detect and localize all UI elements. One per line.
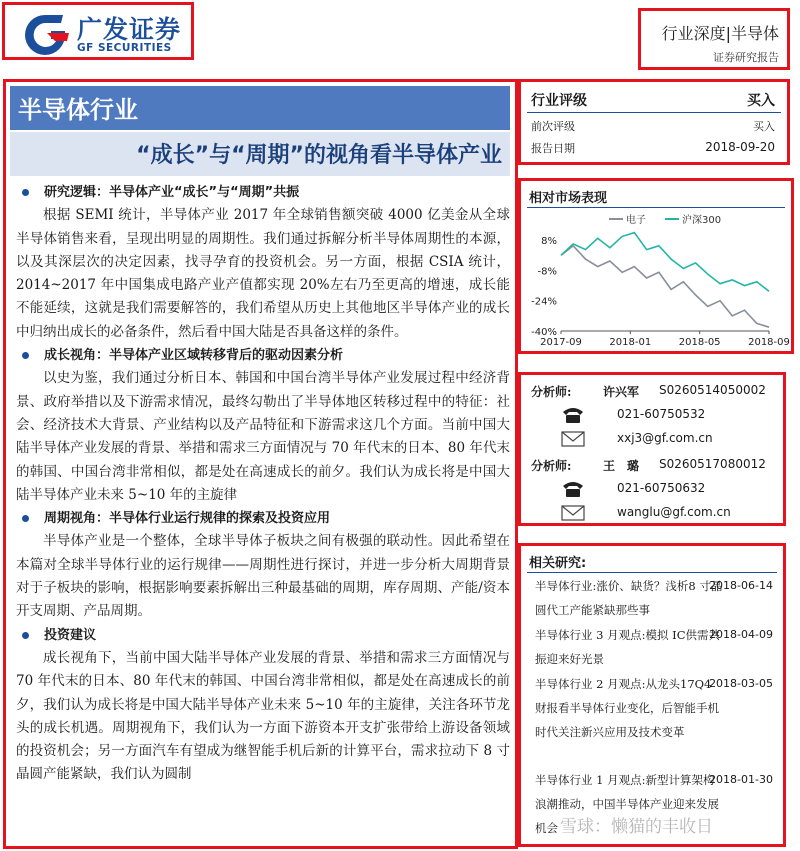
analyst-2-row	[531, 455, 777, 477]
brand-name-en: GF SECURITIES	[77, 42, 172, 54]
watermark: 雪球：懒猫的丰收日	[560, 817, 713, 837]
x-tick-label: 2018-01	[609, 337, 652, 348]
market-chart	[521, 181, 791, 351]
brand-name-cn: 广发证券	[77, 15, 182, 44]
market-title: 相对市场表现	[529, 191, 608, 206]
series-line-沪深300	[561, 233, 769, 292]
related-date: 2018-04-09	[709, 628, 773, 641]
related-date: 2018-01-30	[709, 773, 773, 786]
section-text: 成长视角下，当前中国大陆半导体产业发展的背景、举措和需求三方面情况与 70 年代末的日本、80 年代末的韩国、中国台湾非常相似，都是处在高速成长的前夕，我们认为成长将是中国大陆半导体产业未来 5~10 年的主旋律，关注各环节龙头的成长机遇。周期视角下，我们认为一方面下游资本开支扩张带给上游设备领域的投资机会；另一方面汽车有望成为继智能手机后新的计算平台，需求拉动下 8 寸晶圆产能紧缺，我们认为圆制	[16, 649, 510, 783]
analyst-phone: 021-60750532	[617, 407, 706, 421]
y-tick-label: -8%	[537, 266, 557, 278]
y-tick-label: -40%	[531, 327, 557, 338]
market-performance-panel	[518, 178, 794, 354]
analyst-1-row	[531, 381, 777, 403]
analyst-code: S0260517080012	[659, 457, 766, 471]
divider	[527, 572, 777, 573]
analyst-email[interactable]: xxj3@gf.com.cn	[617, 431, 713, 445]
section-heading: 投资建议	[16, 624, 510, 647]
title-bar	[10, 132, 510, 176]
report-title: “成长”与“周期”的视角看半导体产业	[136, 143, 502, 168]
section-heading: 周期视角：半导体行业运行规律的探索及投资应用	[16, 507, 510, 530]
analyst-email[interactable]: wanglu@gf.com.cn	[617, 505, 731, 519]
analyst-2-phone-row	[531, 479, 777, 501]
related-research-panel	[518, 543, 786, 847]
section-text: 半导体产业是一个整体，全球半导体子板块之间有极强的联动性。因此希望在本篇对全球半导体行业的运行规律——周期性进行探讨，并进一步分析大周期背景对于子板块的影响，根据影响要素拆解出三种最基础的周期，库存周期、产能/资本开支周期、产品周期。	[16, 533, 510, 620]
x-tick-label: 2018-09	[748, 337, 790, 348]
gf-logo-icon	[17, 11, 73, 59]
industry-band	[10, 86, 510, 130]
related-date: 2018-06-14	[709, 579, 773, 592]
report-date-label: 报告日期	[531, 142, 575, 155]
y-tick-label: -24%	[531, 296, 557, 308]
related-item[interactable]: 半导体行业:涨价、缺货？浅析8 寸晶圆代工产能紧缺那些事	[535, 579, 723, 617]
analyst-1-phone-row	[531, 405, 777, 427]
analyst-name: 王 璐	[603, 459, 640, 473]
analyst-label: 分析师:	[531, 459, 572, 473]
report-date-row	[531, 140, 775, 156]
report-main	[3, 79, 518, 849]
analyst-name: 许兴军	[603, 385, 640, 399]
rating-header	[527, 86, 781, 113]
phone-icon	[561, 480, 585, 498]
brand-logo	[2, 2, 194, 60]
email-icon	[561, 430, 585, 448]
analysts-panel	[518, 372, 786, 526]
x-tick-label: 2017-09	[540, 337, 582, 348]
previous-rating-value: 买入	[753, 120, 775, 133]
email-icon	[561, 504, 585, 522]
series-line-电子	[561, 246, 769, 327]
report-category-header	[638, 8, 790, 70]
x-tick-label: 2018-05	[678, 337, 721, 348]
report-date-value: 2018-09-20	[705, 140, 775, 154]
rating-value: 买入	[747, 93, 775, 109]
report-category: 行业深度|半导体	[661, 24, 779, 43]
rating-label: 行业评级	[531, 93, 587, 109]
analyst-code: S0260514050002	[659, 383, 766, 397]
analyst-1-email-row	[531, 429, 777, 451]
section-text: 以史为鉴，我们通过分析日本、韩国和中国台湾半导体产业发展过程中经济背景、政府举措以及下游需求情况，最终勾勒出了半导体地区转移过程中的特征：社会、经济技术大背景、产业结构以及产品特征和下游需求这几个方面。当前中国大陆半导体产业发展的背景、举措和需求三方面情况与 70 年代末的日本、80 年代末的韩国、中国台湾非常相似，都是处在高速成长的前夕。我们认为成长将是中国大陆半导体产业未来 5~10 年的主旋律	[16, 370, 510, 503]
analyst-phone: 021-60750632	[617, 481, 706, 495]
related-item[interactable]: 半导体行业 1 月观点:新型计算架构浪潮推动，中国半导体产业迎来发展机会	[535, 773, 719, 835]
industry-rating-panel	[518, 79, 790, 165]
section-heading: 成长视角：半导体产业区域转移背后的驱动因素分析	[16, 344, 510, 367]
legend-label: 电子	[626, 215, 646, 226]
y-tick-label: 8%	[541, 236, 557, 248]
industry-title: 半导体行业	[18, 96, 138, 124]
section-heading: 研究逻辑：半导体产业“成长”与“周期”共振	[16, 181, 510, 204]
legend-label: 沪深300	[682, 215, 722, 226]
previous-rating-label: 前次评级	[531, 120, 575, 133]
phone-icon	[561, 406, 585, 424]
related-item[interactable]: 半导体行业 3 月观点:模拟 IC供需共振迎来好光景	[535, 628, 720, 666]
analyst-label: 分析师:	[531, 385, 572, 399]
related-date: 2018-03-05	[709, 677, 773, 690]
previous-rating-row	[531, 118, 775, 134]
section-text: 根据 SEMI 统计，半导体产业 2017 年全球销售额突破 4000 亿美金从全球半导体销售来看，呈现出明显的周期性。我们通过拆解分析半导体周期性的本源，以及其深层次的决定因素，找寻孕育的投资机会。另一方面，根据 CSIA 统计，2014~2017 年中国集成电路产业产值都实现 20%左右乃至更高的增速，成长能不能延续，这就是我们需要解答的，我们希望从历史上其他地区半导体产业的成长中归纳出成长的必备条件，然后看中国大陆是否具备这样的条件。	[16, 207, 510, 340]
report-body	[16, 181, 510, 787]
report-doc-type: 证券研究报告	[713, 51, 779, 64]
related-title: 相关研究:	[529, 556, 587, 571]
related-item[interactable]: 半导体行业 2 月观点:从龙头17Q4 财报看半导体行业变化，后智能手机时代关注新兴应用及技术变革	[535, 677, 719, 739]
analyst-2-email-row	[531, 503, 777, 525]
